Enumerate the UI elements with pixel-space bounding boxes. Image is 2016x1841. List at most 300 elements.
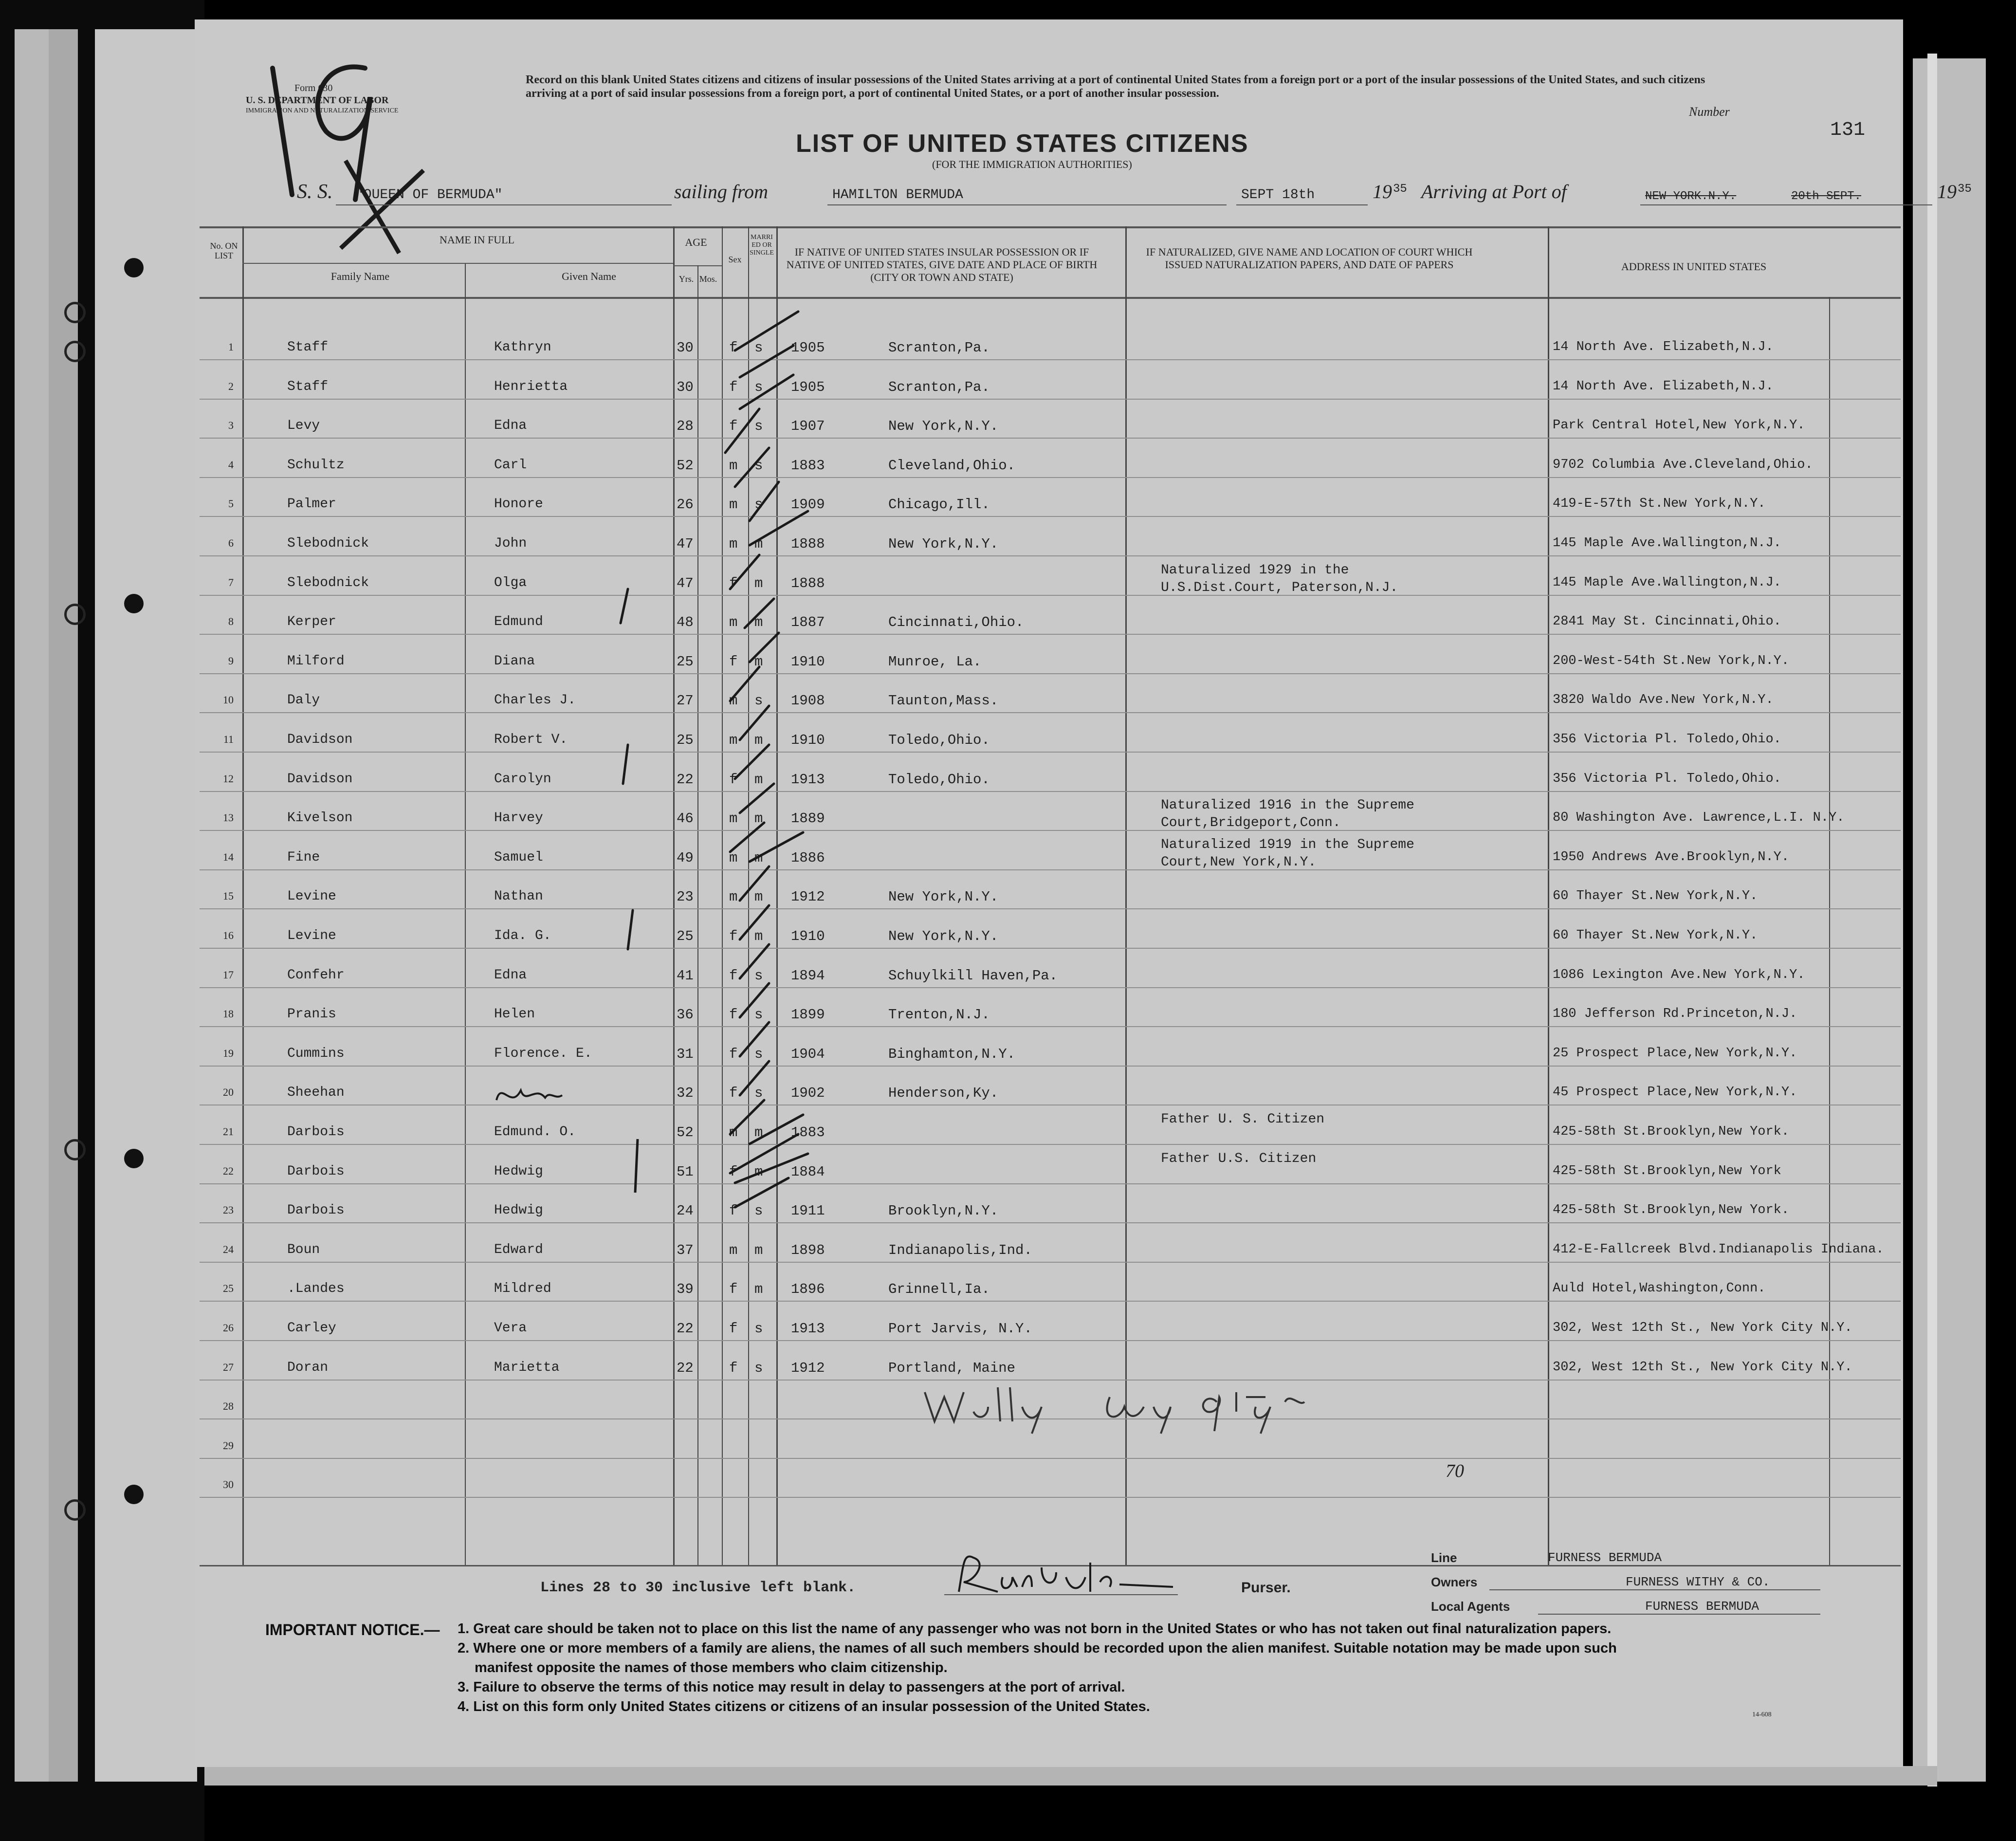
purser-signature xyxy=(944,1543,1178,1602)
cell-year: 1883 xyxy=(791,457,825,474)
cell-family: Schultz xyxy=(287,457,345,473)
cell-place: Taunton,Mass. xyxy=(888,693,999,709)
cell-ms: m xyxy=(754,732,763,748)
cell-ms: m xyxy=(754,536,763,552)
cell-age: 52 xyxy=(677,457,694,474)
row-number: 2 xyxy=(228,380,234,392)
column-line xyxy=(242,226,244,1565)
cell-sex: f xyxy=(729,1085,738,1102)
row-number: 8 xyxy=(228,615,234,628)
row-number: 18 xyxy=(223,1008,234,1020)
row-number: 4 xyxy=(228,458,234,471)
cell-given: Samuel xyxy=(494,849,543,865)
cell-given: Nathan xyxy=(494,889,543,904)
cell-address: 145 Maple Ave.Wallington,N.J. xyxy=(1553,536,1781,551)
cell-family: Darbois xyxy=(287,1163,345,1179)
cell-place: Grinnell,Ia. xyxy=(888,1281,990,1298)
cell-family: Pranis xyxy=(287,1007,336,1022)
header-age: AGE xyxy=(685,236,707,248)
cell-family: Staff xyxy=(287,340,329,355)
cell-sex: f xyxy=(729,418,738,435)
cell-age: 51 xyxy=(677,1163,694,1180)
cell-sex: m xyxy=(729,810,738,827)
cell-sex: m xyxy=(729,693,738,709)
row-number: 29 xyxy=(223,1439,234,1452)
cell-age: 36 xyxy=(677,1007,694,1023)
cell-address: 200-West-54th St.New York,N.Y. xyxy=(1553,653,1790,668)
row-number: 27 xyxy=(223,1361,234,1373)
cell-family: Milford xyxy=(287,653,345,669)
cell-sex: m xyxy=(729,457,738,474)
row-separator xyxy=(200,516,1901,517)
cell-address: 419-E-57th St.New York,N.Y. xyxy=(1553,497,1766,512)
cell-given: Robert V. xyxy=(494,732,568,747)
cell-family: Carley xyxy=(287,1321,336,1336)
cell-year: 1905 xyxy=(791,379,825,395)
cell-age: 28 xyxy=(677,418,694,435)
row-number: 30 xyxy=(223,1478,234,1491)
cell-address: 3820 Waldo Ave.New York,N.Y. xyxy=(1553,693,1774,708)
owners-value: FURNESS WITHY & CO. xyxy=(1626,1575,1770,1589)
cell-family: Levine xyxy=(287,928,336,943)
cell-sex: f xyxy=(729,771,738,788)
service-label: IMMIGRATION AND NATURALIZATION SERVICE xyxy=(246,107,399,114)
cell-place: Binghamton,N.Y. xyxy=(888,1046,1016,1062)
cell-ms: m xyxy=(754,653,763,670)
cell-sex: m xyxy=(729,497,738,513)
binder-background xyxy=(0,0,204,1841)
row-separator xyxy=(200,359,1901,360)
notice-item-2: 2. Where one or more members of a family are aliens, the names of all such members should be recorded upon the alien manifest. Suitable notation may be made upon such xyxy=(458,1640,1617,1656)
cell-naturalization: Naturalized 1929 in the U.S.Dist.Court, Paterson,N.J. xyxy=(1161,562,1398,595)
cell-given: Honore xyxy=(494,497,543,512)
row-number: 11 xyxy=(223,733,234,745)
cell-sex: m xyxy=(729,849,738,866)
cell-ms: s xyxy=(754,1360,763,1376)
cell-age: 41 xyxy=(677,967,694,984)
form-instructions: Record on this blank United States citizens and citizens of insular possessions of the United States arriving at a port of continental United States from a foreign port or a port of the insular possessions of the United States, and such citizens arriving at a port of said insular possessions from a foreign port, a port of continental United States, or a port of another insular possession. xyxy=(526,74,1705,100)
arrival-date: 20th SEPT. xyxy=(1791,190,1862,203)
cell-age: 24 xyxy=(677,1203,694,1219)
cell-given: Carolyn xyxy=(494,771,551,787)
cell-given: Vera xyxy=(494,1321,527,1336)
binder-hole xyxy=(64,1139,86,1160)
cell-year: 1902 xyxy=(791,1085,825,1102)
row-separator xyxy=(200,634,1901,635)
row-separator xyxy=(200,1497,1901,1498)
row-separator xyxy=(200,1222,1901,1223)
cell-age: 30 xyxy=(677,379,694,395)
cell-age: 23 xyxy=(677,889,694,905)
cell-sex: f xyxy=(729,379,738,395)
cell-year: 1899 xyxy=(791,1007,825,1023)
cell-year: 1909 xyxy=(791,497,825,513)
header-given-name: Given Name xyxy=(562,270,616,282)
binder-hole xyxy=(124,594,144,613)
cell-year: 1888 xyxy=(791,536,825,552)
cell-family: Kivelson xyxy=(287,810,353,826)
cell-ms: s xyxy=(754,340,763,356)
cell-address: 9702 Columbia Ave.Cleveland,Ohio. xyxy=(1553,457,1813,472)
cell-place: Chicago,Ill. xyxy=(888,497,990,513)
cell-sex: f xyxy=(729,1360,738,1376)
cell-address: 25 Prospect Place,New York,N.Y. xyxy=(1553,1046,1797,1061)
row-number: 15 xyxy=(223,890,234,902)
binder-hole xyxy=(64,1499,86,1521)
row-number: 13 xyxy=(223,811,234,824)
binder-hole xyxy=(64,302,86,323)
cell-ms: m xyxy=(754,810,763,827)
cell-place: Toledo,Ohio. xyxy=(888,732,990,748)
cell-ms: s xyxy=(754,457,763,474)
name-subheader-line xyxy=(242,263,673,264)
cell-age: 47 xyxy=(677,536,694,552)
cell-sex: m xyxy=(729,889,738,905)
cell-sex: f xyxy=(729,1203,738,1219)
cell-address: 412-E-Fallcreek Blvd.Indianapolis Indiana. xyxy=(1553,1242,1884,1257)
cell-ms: s xyxy=(754,1046,763,1062)
date-underline xyxy=(1236,204,1368,205)
cell-naturalization: Naturalized 1919 in the Supreme Court,New York,N.Y. xyxy=(1161,837,1414,870)
cell-address: 45 Prospect Place,New York,N.Y. xyxy=(1553,1085,1797,1100)
cell-given: Hedwig xyxy=(494,1203,543,1218)
cell-place: Henderson,Ky. xyxy=(888,1085,999,1102)
cell-place: Port Jarvis, N.Y. xyxy=(888,1321,1032,1337)
row-separator xyxy=(200,830,1901,831)
row-number: 19 xyxy=(223,1047,234,1059)
header-address: ADDRESS IN UNITED STATES xyxy=(1621,260,1767,273)
row-separator xyxy=(200,1144,1901,1145)
row-number: 10 xyxy=(223,694,234,706)
cell-sex: f xyxy=(729,575,738,591)
arriving-label: Arriving at Port of xyxy=(1421,181,1567,203)
cell-place: Scranton,Pa. xyxy=(888,379,990,395)
ship-underline xyxy=(336,204,672,205)
row-number: 23 xyxy=(223,1204,234,1216)
line-underline xyxy=(1470,1565,1820,1566)
form-code: 14-608 xyxy=(1752,1711,1772,1718)
binder-strip xyxy=(95,29,197,1782)
number-label: Number xyxy=(1689,105,1730,119)
row-separator xyxy=(200,595,1901,596)
cell-family: Slebodnick xyxy=(287,575,369,590)
cell-family: Staff xyxy=(287,379,329,394)
header-no-on-list: No. ON LIST xyxy=(210,241,238,260)
cell-family: Boun xyxy=(287,1242,320,1257)
cell-family: Levine xyxy=(287,889,336,904)
cell-age: 25 xyxy=(677,653,694,670)
row-number: 1 xyxy=(228,341,234,353)
cell-age: 47 xyxy=(677,575,694,591)
cell-family: Sheehan xyxy=(287,1085,345,1101)
cell-year: 1912 xyxy=(791,889,825,905)
cell-sex: f xyxy=(729,1281,738,1298)
cell-address: 180 Jefferson Rd.Princeton,N.J. xyxy=(1553,1007,1797,1022)
cell-given: Marietta xyxy=(494,1360,560,1375)
cell-address: 60 Thayer St.New York,N.Y. xyxy=(1553,889,1758,904)
row-number: 26 xyxy=(223,1322,234,1334)
cell-sex: f xyxy=(729,653,738,670)
cell-year: 1884 xyxy=(791,1163,825,1180)
cell-given: Ida. G. xyxy=(494,928,551,943)
cell-year: 1889 xyxy=(791,810,825,827)
cell-sex: m xyxy=(729,614,738,631)
cell-sex: f xyxy=(729,1007,738,1023)
column-line xyxy=(465,263,466,1565)
agents-underline xyxy=(1538,1614,1820,1615)
cell-ms: m xyxy=(754,1242,763,1258)
cell-ms: m xyxy=(754,849,763,866)
cell-address: 1086 Lexington Ave.New York,N.Y. xyxy=(1553,967,1805,982)
list-number: 131 xyxy=(1830,119,1866,141)
cell-ms: s xyxy=(754,497,763,513)
department-label: U. S. DEPARTMENT OF LABOR xyxy=(246,95,389,106)
page-edge xyxy=(1927,54,1937,1786)
cell-year: 1887 xyxy=(791,614,825,631)
cell-address: 302, West 12th St., New York City N.Y. xyxy=(1553,1360,1852,1375)
blank-lines-note: Lines 28 to 30 inclusive left blank. xyxy=(540,1580,856,1596)
row-number: 3 xyxy=(228,419,234,432)
cell-year: 1913 xyxy=(791,771,825,788)
cell-family: Kerper xyxy=(287,614,336,630)
cell-year: 1888 xyxy=(791,575,825,591)
cell-address: 80 Washington Ave. Lawrence,L.I. N.Y. xyxy=(1553,810,1845,826)
page-edge xyxy=(204,1766,1937,1786)
cell-address: Park Central Hotel,New York,N.Y. xyxy=(1553,418,1805,433)
cell-age: 22 xyxy=(677,771,694,788)
cell-address: 302, West 12th St., New York City N.Y. xyxy=(1553,1321,1852,1335)
cell-year: 1913 xyxy=(791,1321,825,1337)
ship-name: "QUEEN OF BERMUDA" xyxy=(355,187,503,203)
cell-given: Diana xyxy=(494,653,535,669)
sailing-year-prefix: 19 xyxy=(1373,181,1392,203)
cell-given: Hedwig xyxy=(494,1163,543,1179)
cell-place: Cleveland,Ohio. xyxy=(888,457,1016,474)
header-naturalized: IF NATURALIZED, GIVE NAME AND LOCATION OF COURT WHICH ISSUED NATURALIZATION PAPERS, AND DATE OF PAPERS xyxy=(1146,246,1473,271)
cell-naturalization: Father U.S. Citizen xyxy=(1161,1151,1317,1166)
cell-year: 1905 xyxy=(791,340,825,356)
row-separator xyxy=(200,477,1901,478)
binder-hole xyxy=(124,258,144,277)
cell-ms: m xyxy=(754,889,763,905)
ss-label: S. S. xyxy=(297,181,333,203)
cell-ms: m xyxy=(754,1281,763,1298)
cell-given: Edmund xyxy=(494,614,543,630)
cell-age: 32 xyxy=(677,1085,694,1102)
cell-family: Davidson xyxy=(287,732,353,747)
handwritten-annotation xyxy=(915,1378,1402,1436)
row-number: 12 xyxy=(223,772,234,785)
page-subtitle: (FOR THE IMMIGRATION AUTHORITIES) xyxy=(932,158,1132,170)
cell-ms: m xyxy=(754,614,763,631)
notice-item-2-cont: manifest opposite the names of those members who claim citizenship. xyxy=(475,1660,948,1675)
row-number: 20 xyxy=(223,1086,234,1099)
row-number: 17 xyxy=(223,968,234,981)
cell-address: 425-58th St.Brooklyn,New York. xyxy=(1553,1203,1790,1218)
sailing-underline xyxy=(827,204,1227,205)
cell-address: 14 North Ave. Elizabeth,N.J. xyxy=(1553,340,1774,354)
cell-ms: s xyxy=(754,379,763,395)
row-number: 16 xyxy=(223,929,234,941)
cell-place: Indianapolis,Ind. xyxy=(888,1242,1032,1258)
cell-sex: f xyxy=(729,1321,738,1337)
cell-age: 52 xyxy=(677,1124,694,1141)
cell-age: 25 xyxy=(677,732,694,748)
cell-age: 39 xyxy=(677,1281,694,1298)
cell-family: Cummins xyxy=(287,1046,345,1061)
cell-given: Edna xyxy=(494,418,527,434)
cell-sex: f xyxy=(729,340,738,356)
header-sex: Sex xyxy=(728,255,742,264)
cell-sex: f xyxy=(729,928,738,944)
cell-year: 1910 xyxy=(791,928,825,944)
cell-ms: m xyxy=(754,771,763,788)
cell-year: 1908 xyxy=(791,693,825,709)
cell-age: 37 xyxy=(677,1242,694,1258)
cell-sex: m xyxy=(729,1242,738,1258)
cell-address: 425-58th St.Brooklyn,New York xyxy=(1553,1163,1781,1178)
row-separator xyxy=(200,1026,1901,1027)
column-line xyxy=(1125,226,1127,1565)
cell-sex: m xyxy=(729,1124,738,1141)
cell-address: 60 Thayer St.New York,N.Y. xyxy=(1553,928,1758,943)
cell-place: Cincinnati,Ohio. xyxy=(888,614,1024,631)
cell-given: Carl xyxy=(494,457,527,473)
cell-ms: m xyxy=(754,928,763,944)
notice-item-3: 3. Failure to observe the terms of this notice may result in delay to passengers at the port of arrival. xyxy=(458,1679,1125,1695)
row-separator xyxy=(200,987,1901,988)
row-separator xyxy=(200,673,1901,674)
cell-age: 22 xyxy=(677,1360,694,1376)
cell-ms: s xyxy=(754,1321,763,1337)
cell-given: Edna xyxy=(494,967,527,983)
binder-hole xyxy=(64,341,86,362)
row-separator xyxy=(200,948,1901,949)
cell-age: 46 xyxy=(677,810,694,827)
cell-place: Toledo,Ohio. xyxy=(888,771,990,788)
cell-family: Levy xyxy=(287,418,320,434)
row-separator xyxy=(200,438,1901,439)
row-number: 5 xyxy=(228,497,234,510)
cell-address: Auld Hotel,Washington,Conn. xyxy=(1553,1281,1766,1296)
form-number: Form 630 xyxy=(294,83,333,93)
row-number: 6 xyxy=(228,537,234,549)
row-separator xyxy=(200,1262,1901,1263)
cell-sex: f xyxy=(729,967,738,984)
arrival-port: NEW YORK.N.Y. xyxy=(1645,190,1737,203)
cell-given: Mildred xyxy=(494,1281,551,1297)
line-value: FURNESS BERMUDA xyxy=(1548,1550,1662,1565)
cell-age: 27 xyxy=(677,693,694,709)
row-separator xyxy=(200,1340,1901,1341)
cell-ms: m xyxy=(754,575,763,591)
signature-line xyxy=(944,1594,1178,1595)
cell-sex: m xyxy=(729,732,738,748)
row-separator xyxy=(200,908,1901,909)
tally-strokes xyxy=(613,545,857,983)
row-number: 21 xyxy=(223,1125,234,1138)
sailing-year-suffix: 35 xyxy=(1393,183,1407,196)
cell-family: Fine xyxy=(287,849,320,865)
row-number: 7 xyxy=(228,576,234,589)
cell-place: New York,N.Y. xyxy=(888,889,999,905)
cell-year: 1898 xyxy=(791,1242,825,1258)
row-number: 9 xyxy=(228,654,234,667)
cell-sex: f xyxy=(729,1163,738,1180)
row-number: 24 xyxy=(223,1243,234,1255)
row-number: 25 xyxy=(223,1282,234,1295)
cell-address: 2841 May St. Cincinnati,Ohio. xyxy=(1553,614,1781,629)
sailing-label: sailing from xyxy=(674,181,768,203)
row-separator xyxy=(200,712,1901,713)
cell-ms: s xyxy=(754,967,763,984)
cell-year: 1911 xyxy=(791,1203,825,1219)
page-edge xyxy=(1913,58,1986,1782)
cell-year: 1907 xyxy=(791,418,825,435)
row-separator xyxy=(200,1066,1901,1067)
binder-hole xyxy=(124,1149,144,1168)
cell-age: 31 xyxy=(677,1046,694,1062)
cell-given: Florence. E. xyxy=(494,1046,592,1061)
row-separator xyxy=(200,1301,1901,1302)
column-line xyxy=(1548,226,1549,1565)
purser-label: Purser. xyxy=(1241,1580,1291,1596)
row-number: 14 xyxy=(223,850,234,863)
row-separator xyxy=(200,869,1901,870)
row-separator xyxy=(200,791,1901,792)
cell-year: 1883 xyxy=(791,1124,825,1141)
cell-family: Palmer xyxy=(287,497,336,512)
cell-place: New York,N.Y. xyxy=(888,928,999,944)
header-birth: IF NATIVE OF UNITED STATES INSULAR POSSESSION OR IF NATIVE OF UNITED STATES, GIVE DATE AND PLACE OF BIRTH (CITY OR TOWN AND STATE) xyxy=(786,246,1098,283)
cell-age: 49 xyxy=(677,849,694,866)
sailing-date: SEPT 18th xyxy=(1241,187,1315,203)
cell-naturalization: Father U. S. Citizen xyxy=(1161,1112,1325,1127)
cell-ms: s xyxy=(754,1203,763,1219)
cell-ms: s xyxy=(754,418,763,435)
cell-address: 425-58th St.Brooklyn,New York. xyxy=(1553,1124,1790,1139)
cell-place: Brooklyn,N.Y. xyxy=(888,1203,999,1219)
owners-underline xyxy=(1489,1589,1820,1590)
cell-family: Darbois xyxy=(287,1124,345,1140)
cell-family: Doran xyxy=(287,1360,329,1375)
cell-family: Confehr xyxy=(287,967,345,983)
cell-given: Olga xyxy=(494,575,527,590)
notice-item-1: 1. Great care should be taken not to place on this list the name of any passenger who was not born in the United States or who has not taken out final naturalization papers. xyxy=(458,1621,1612,1637)
sailing-from: HAMILTON BERMUDA xyxy=(832,187,963,203)
cell-family: Daly xyxy=(287,693,320,708)
cell-address: 145 Maple Ave.Wallington,N.J. xyxy=(1553,575,1781,590)
binder-hole xyxy=(64,604,86,625)
cell-place: Scranton,Pa. xyxy=(888,340,990,356)
cell-ms: s xyxy=(754,1007,763,1023)
header-name-in-full: NAME IN FULL xyxy=(440,234,514,246)
header-married-single: MARRIED OR SINGLE xyxy=(750,234,774,257)
row-number: 22 xyxy=(223,1164,234,1177)
cell-address: 1950 Andrews Ave.Brooklyn,N.Y. xyxy=(1553,849,1790,865)
cell-family: .Landes xyxy=(287,1281,345,1297)
agents-value: FURNESS BERMUDA xyxy=(1645,1599,1759,1614)
table-top-border xyxy=(200,226,1901,228)
notice-heading: IMPORTANT NOTICE.— xyxy=(265,1621,440,1638)
cell-ms: s xyxy=(754,1085,763,1102)
tally-number: 70 xyxy=(1446,1461,1464,1481)
cell-year: 1886 xyxy=(791,849,825,866)
tally-strokes xyxy=(623,1134,652,1197)
owners-label: Owners xyxy=(1431,1575,1478,1589)
cell-address: 356 Victoria Pl. Toledo,Ohio. xyxy=(1553,771,1781,786)
cell-family: Davidson xyxy=(287,771,353,787)
